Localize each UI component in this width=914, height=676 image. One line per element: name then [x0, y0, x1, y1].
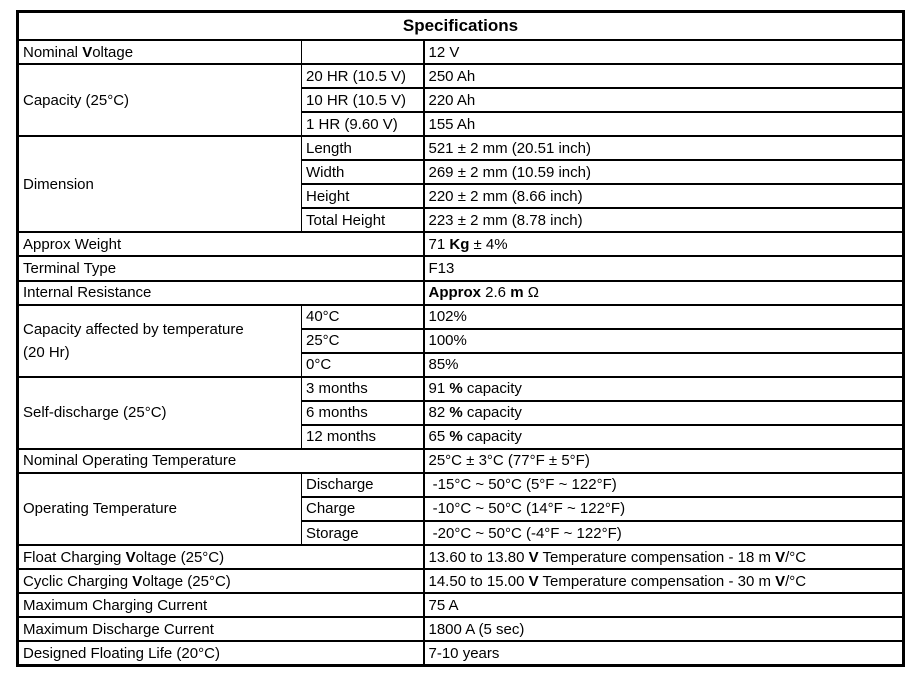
- operating-temperature-discharge-value: -15°C ~ 50°C (5°F ~ 122°F): [424, 473, 904, 497]
- maximum-charging-current-label: Maximum Charging Current: [18, 593, 424, 617]
- dimension-length-value: 521 ± 2 mm (20.51 inch): [424, 136, 904, 160]
- value-part: 71: [428, 235, 450, 253]
- row-maximum-charging-current: [18, 593, 904, 617]
- self-discharge-3m-value: [424, 377, 904, 401]
- row-dimension-length: [18, 136, 904, 160]
- label-part: V: [82, 43, 93, 61]
- label-line: Capacity affected by temperature: [23, 320, 244, 338]
- capacity-1hr-value: 155 Ah: [424, 112, 904, 136]
- capacity-temperature-0-value: 85%: [424, 353, 904, 377]
- value-part: Ω: [523, 284, 539, 302]
- dimension-height-sub: Height: [302, 184, 424, 208]
- capacity-temperature-25-sub: 25°C: [302, 329, 424, 353]
- dimension-width-value: 269 ± 2 mm (10.59 inch): [424, 160, 904, 184]
- value-part: 13.60 to 13.80: [428, 548, 529, 566]
- dimension-width-sub: Width: [302, 160, 424, 184]
- value-part: V: [528, 548, 539, 566]
- row-maximum-discharge-current: [18, 617, 904, 641]
- operating-temperature-label: Operating Temperature: [18, 473, 302, 545]
- value-part: /°C: [785, 548, 807, 566]
- cyclic-charging-voltage-label: [18, 569, 424, 593]
- label-part: V: [132, 572, 143, 590]
- value-part: ± 4%: [469, 235, 508, 253]
- label-part: Float Charging: [23, 548, 126, 566]
- self-discharge-12m-sub: 12 months: [302, 425, 424, 449]
- approx-weight-value: [424, 232, 904, 256]
- internal-resistance-label: Internal Resistance: [18, 281, 424, 305]
- label-line: (20 Hr): [23, 343, 70, 361]
- float-charging-voltage-value: [424, 545, 904, 569]
- label-part: Cyclic Charging: [23, 572, 133, 590]
- self-discharge-12m-value: [424, 425, 904, 449]
- label-part: oltage (25°C): [135, 548, 225, 566]
- maximum-discharge-current-label: Maximum Discharge Current: [18, 617, 424, 641]
- specifications-table: [16, 10, 905, 667]
- dimension-total-height-value: 223 ± 2 mm (8.78 inch): [424, 208, 904, 232]
- operating-temperature-storage-value: -20°C ~ 50°C (-4°F ~ 122°F): [424, 521, 904, 545]
- maximum-discharge-current-value: 1800 A (5 sec): [424, 617, 904, 641]
- capacity-10hr-value: 220 Ah: [424, 88, 904, 112]
- value-part: m: [510, 284, 524, 302]
- operating-temperature-storage-sub: Storage: [302, 521, 424, 545]
- value-part: 91: [428, 380, 450, 398]
- nominal-voltage-sub-empty: [302, 40, 424, 64]
- capacity-temperature-40-sub: 40°C: [302, 305, 424, 329]
- value-part: %: [449, 380, 463, 398]
- value-part: 65: [428, 428, 450, 446]
- value-part: V: [528, 572, 539, 590]
- designed-floating-life-label: Designed Floating Life (20°C): [18, 641, 424, 665]
- row-self-discharge-3m: [18, 377, 904, 401]
- table-title: Specifications: [18, 12, 904, 41]
- value-part: /°C: [785, 572, 807, 590]
- nominal-voltage-value: 12 V: [424, 40, 904, 64]
- capacity-20hr-value: 250 Ah: [424, 64, 904, 88]
- dimension-length-sub: Length: [302, 136, 424, 160]
- value-part: V: [775, 548, 786, 566]
- terminal-type-value: F13: [424, 256, 904, 280]
- row-nominal-operating-temperature: [18, 449, 904, 473]
- row-capacity-temperature-40: [18, 305, 904, 329]
- cyclic-charging-voltage-value: [424, 569, 904, 593]
- capacity-temperature-25-value: 100%: [424, 329, 904, 353]
- operating-temperature-charge-sub: Charge: [302, 497, 424, 521]
- capacity-temperature-40-value: 102%: [424, 305, 904, 329]
- value-part: 2.6: [481, 284, 511, 302]
- label-part: Nominal: [23, 43, 83, 61]
- row-approx-weight: [18, 232, 904, 256]
- designed-floating-life-value: 7-10 years: [424, 641, 904, 665]
- dimension-label: Dimension: [18, 136, 302, 232]
- row-cyclic-charging-voltage: [18, 569, 904, 593]
- header-row: [18, 12, 904, 41]
- value-part: capacity: [462, 428, 522, 446]
- capacity-10hr-sub: 10 HR (10.5 V): [302, 88, 424, 112]
- self-discharge-3m-sub: 3 months: [302, 377, 424, 401]
- row-capacity-20hr: [18, 64, 904, 88]
- row-internal-resistance: [18, 281, 904, 305]
- label-part: oltage (25°C): [142, 572, 231, 590]
- self-discharge-6m-sub: 6 months: [302, 401, 424, 425]
- self-discharge-6m-value: [424, 401, 904, 425]
- row-float-charging-voltage: [18, 545, 904, 569]
- maximum-charging-current-value: 75 A: [424, 593, 904, 617]
- internal-resistance-value: [424, 281, 904, 305]
- value-part: capacity: [462, 380, 522, 398]
- value-part: %: [449, 404, 463, 422]
- capacity-1hr-sub: 1 HR (9.60 V): [302, 112, 424, 136]
- value-part: V: [775, 572, 786, 590]
- nominal-voltage-label: [18, 40, 302, 64]
- nominal-operating-temperature-label: Nominal Operating Temperature: [18, 449, 424, 473]
- value-part: %: [449, 428, 463, 446]
- value-part: capacity: [462, 404, 522, 422]
- dimension-total-height-sub: Total Height: [302, 208, 424, 232]
- self-discharge-label: Self-discharge (25°C): [18, 377, 302, 449]
- value-part: Kg: [449, 235, 470, 253]
- row-nominal-voltage: [18, 40, 904, 64]
- value-part: 14.50 to 15.00: [428, 572, 529, 590]
- float-charging-voltage-label: [18, 545, 424, 569]
- nominal-operating-temperature-value: 25°C ± 3°C (77°F ± 5°F): [424, 449, 904, 473]
- label-part: V: [125, 548, 136, 566]
- capacity-temperature-label: [18, 305, 302, 377]
- row-terminal-type: [18, 256, 904, 280]
- value-part: 82: [428, 404, 450, 422]
- operating-temperature-charge-value: -10°C ~ 50°C (14°F ~ 122°F): [424, 497, 904, 521]
- row-operating-temperature-discharge: [18, 473, 904, 497]
- capacity-20hr-sub: 20 HR (10.5 V): [302, 64, 424, 88]
- row-designed-floating-life: [18, 641, 904, 665]
- value-part: Temperature compensation - 18 m: [538, 548, 776, 566]
- capacity-temperature-0-sub: 0°C: [302, 353, 424, 377]
- approx-weight-label: Approx Weight: [18, 232, 424, 256]
- value-part: Temperature compensation - 30 m: [538, 572, 776, 590]
- terminal-type-label: Terminal Type: [18, 256, 424, 280]
- specifications-sheet: [16, 10, 905, 667]
- dimension-height-value: 220 ± 2 mm (8.66 inch): [424, 184, 904, 208]
- operating-temperature-discharge-sub: Discharge: [302, 473, 424, 497]
- value-part: Approx: [428, 284, 481, 302]
- label-part: oltage: [92, 43, 134, 61]
- capacity-label: Capacity (25°C): [18, 64, 302, 136]
